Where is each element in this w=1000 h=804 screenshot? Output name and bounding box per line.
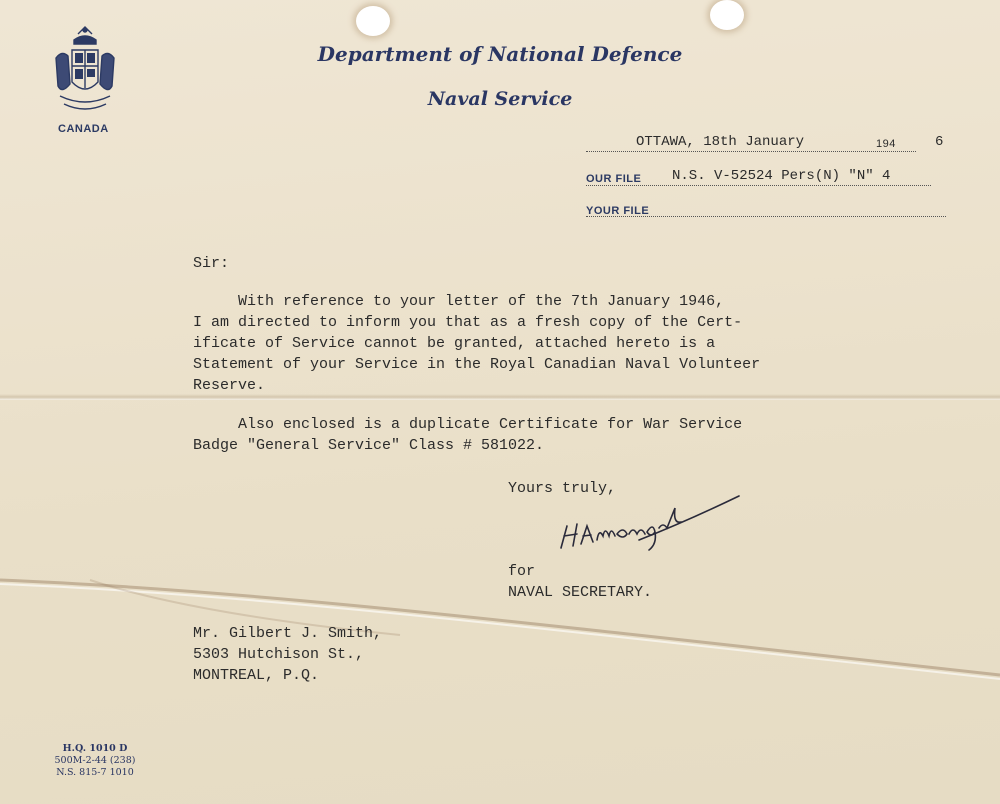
form-code-2: 500M-2-44 (238) bbox=[54, 755, 136, 766]
recipient-city: MONTREAL, P.Q. bbox=[193, 667, 320, 684]
salutation: Sir: bbox=[193, 255, 230, 272]
royal-arms-crest-icon bbox=[52, 24, 118, 118]
handwritten-signature bbox=[555, 478, 745, 558]
paragraph-1-line-3: ificate of Service cannot be granted, attached hereto is a bbox=[193, 335, 716, 352]
your-file-label: YOUR FILE bbox=[586, 205, 650, 217]
paragraph-1-line-5: Reserve. bbox=[193, 377, 266, 394]
for-label: for bbox=[508, 563, 536, 580]
your-file-line bbox=[586, 201, 946, 217]
paragraph-2-line-1: Also enclosed is a duplicate Certificate for War Service bbox=[193, 416, 743, 433]
form-code-3: N.S. 815-7 1010 bbox=[56, 767, 134, 778]
department-heading: Department of National Defence bbox=[317, 42, 683, 66]
our-file-value: N.S. V-52524 Pers(N) "N" 4 bbox=[672, 168, 891, 184]
punch-hole-left bbox=[356, 6, 390, 36]
form-codes bbox=[50, 743, 140, 779]
paragraph-1-line-2: I am directed to inform you that as a fresh copy of the Cert- bbox=[193, 314, 743, 331]
form-code-1: H.Q. 1010 D bbox=[62, 743, 128, 754]
service-heading: Naval Service bbox=[427, 88, 573, 110]
paragraph-2-line-2: Badge "General Service" Class # 581022. bbox=[193, 437, 545, 454]
signatory-title: NAVAL SECRETARY. bbox=[508, 584, 653, 601]
closing: Yours truly, bbox=[508, 480, 617, 497]
country-label: CANADA bbox=[58, 123, 109, 135]
our-file-line bbox=[586, 168, 931, 186]
our-file-label: OUR FILE bbox=[586, 173, 642, 185]
recipient-street: 5303 Hutchison St., bbox=[193, 646, 365, 663]
paragraph-1-line-4: Statement of your Service in the Royal Canadian Naval Volunteer bbox=[193, 356, 761, 373]
recipient-name: Mr. Gilbert J. Smith, bbox=[193, 625, 383, 642]
punch-hole-right bbox=[710, 0, 744, 30]
paragraph-1-line-1: With reference to your letter of the 7th January 1946, bbox=[193, 293, 725, 310]
year-digit: 6 bbox=[935, 134, 944, 150]
place-date-line bbox=[586, 134, 916, 152]
year-prefix: 194 bbox=[876, 138, 896, 150]
place-date: OTTAWA, 18th January bbox=[636, 134, 805, 150]
